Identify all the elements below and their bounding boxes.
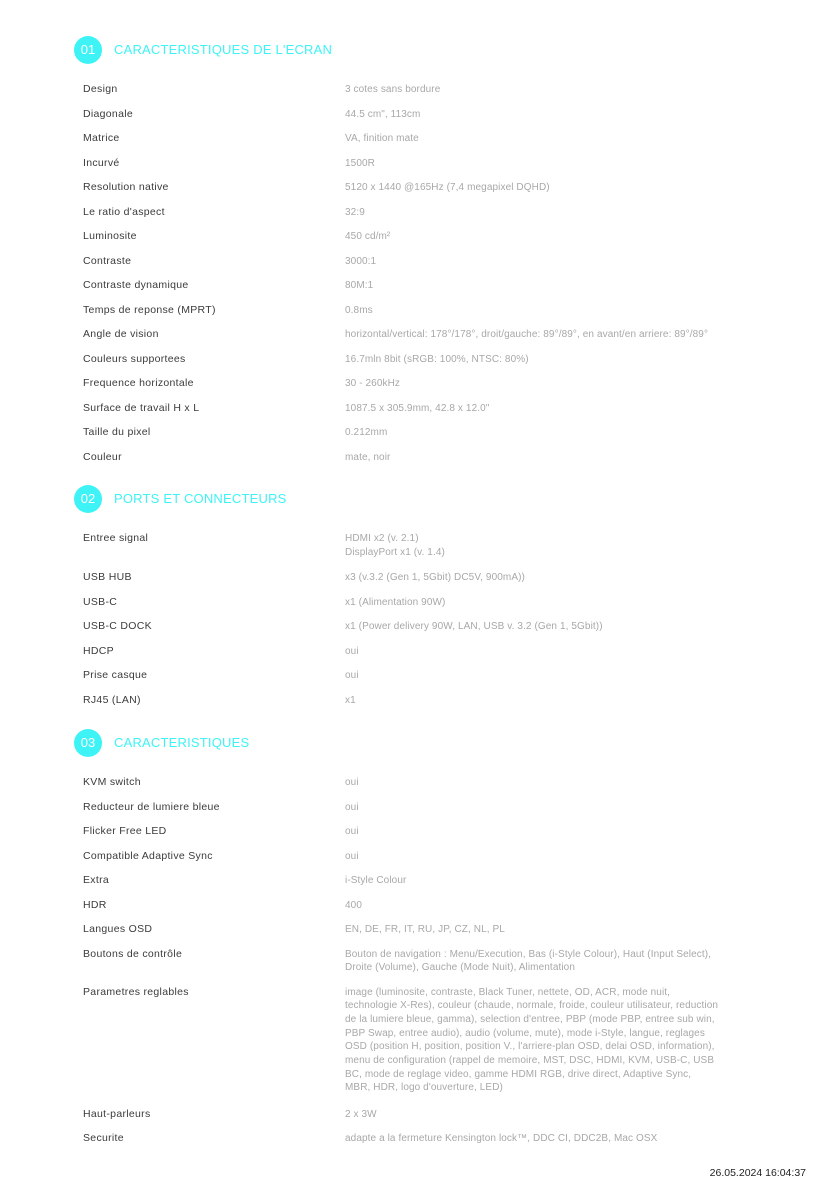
spec-value-line: oui	[345, 801, 359, 813]
spec-label: Contraste	[83, 254, 132, 267]
spec-label: USB HUB	[83, 571, 132, 583]
spec-label: Langues OSD	[83, 923, 153, 935]
spec-value	[345, 206, 765, 220]
spec-label: USB-C	[83, 595, 118, 608]
spec-value	[345, 899, 765, 913]
spec-value-line: de la lumiere bleue, gamma), selection d'entree, PBP (mode PBP, entree sub win,	[345, 1013, 715, 1025]
spec-value-line: x3 (v.3.2 (Gen 1, 5Gbit) DC5V, 900mA))	[345, 572, 525, 583]
spec-label: HDR	[83, 898, 107, 911]
spec-value-line: 450 cd/m²	[345, 231, 391, 242]
spec-label: Resolution native	[83, 181, 169, 193]
spec-value-line: PBP Swap, entree audio), audio (volume, mute), mode i-Style, langue, reglages	[345, 1027, 705, 1039]
spec-value-line: 1087.5 x 305.9mm, 42.8 x 12.0"	[345, 402, 490, 414]
spec-label: Taille du pixel	[83, 426, 151, 438]
spec-value-line: menu de configuration (rappel de memoire, MST, DSC, HDMI, KVM, USB-C, USB	[345, 1055, 715, 1067]
spec-value	[345, 353, 765, 367]
spec-value-line: oui	[345, 850, 359, 862]
spec-value-line: i-Style Colour	[345, 875, 407, 886]
spec-value-line: Bouton de navigation : Menu/Execution, Bas (i-Style Colour), Haut (Input Select),	[345, 948, 712, 960]
spec-value-line: image (luminosite, contraste, Black Tuner, nettete, OD, ACR, mode nuit,	[345, 986, 671, 998]
spec-value	[345, 850, 765, 864]
section-title: PORTS ET CONNECTEURS	[114, 491, 287, 506]
spec-value-line: 16.7mln 8bit (sRGB: 100%, NTSC: 80%)	[345, 353, 529, 365]
spec-value-line: adapte a la fermeture Kensington lock™, DDC CI, DDC2B, Mac OSX	[345, 1133, 658, 1144]
spec-label: HDCP	[83, 644, 114, 657]
spec-label: Parametres reglables	[83, 985, 189, 998]
spec-value-line: EN, DE, FR, IT, RU, JP, CZ, NL, PL	[345, 924, 505, 935]
spec-value	[345, 532, 765, 559]
spec-value-line: oui	[345, 645, 359, 657]
spec-label: Securite	[83, 1132, 124, 1144]
spec-value	[345, 230, 765, 244]
spec-value-line: 80M:1	[345, 280, 374, 291]
spec-value-line: horizontal/vertical: 178°/178°, droit/gauche: 89°/89°, en avant/en arriere: 89°/89°	[345, 329, 709, 340]
spec-label: Luminosite	[83, 230, 137, 242]
spec-value-line: 32:9	[345, 206, 365, 218]
spec-value-line: MBR, HDR, logo d'ouverture, LED)	[345, 1082, 503, 1094]
section-title: CARACTERISTIQUES DE L'ECRAN	[114, 42, 333, 57]
spec-value	[345, 620, 765, 634]
spec-value-line: 30 - 260kHz	[345, 378, 401, 389]
spec-label: Le ratio d'aspect	[83, 205, 165, 218]
spec-value	[345, 1132, 765, 1146]
spec-value-line: 3 cotes sans bordure	[345, 84, 441, 95]
print-timestamp: 26.05.2024 16:04:37	[709, 1167, 806, 1179]
section-number-badge: 02	[74, 485, 102, 513]
section-number-badge: 01	[74, 36, 102, 64]
spec-label: Couleur	[83, 450, 122, 463]
spec-value-line: x1 (Power delivery 90W, LAN, USB v. 3.2 (Gen 1, 5Gbit))	[345, 621, 603, 632]
spec-label: Haut-parleurs	[83, 1107, 151, 1120]
spec-label: Prise casque	[83, 669, 148, 681]
spec-value	[345, 986, 765, 1096]
spec-label: Entree signal	[83, 532, 149, 544]
spec-label: Angle de vision	[83, 328, 159, 340]
spec-value	[345, 874, 765, 888]
spec-value	[345, 694, 765, 708]
spec-value	[345, 181, 765, 195]
spec-label: Contraste dynamique	[83, 279, 189, 291]
spec-value-line: DisplayPort x1 (v. 1.4)	[345, 546, 445, 558]
spec-value-line: BC, mode de reglage video, gamme HDMI RGB, drive direct, Adaptive Sync,	[345, 1068, 692, 1080]
spec-value-line: 0.212mm	[345, 427, 388, 438]
spec-value	[345, 669, 765, 683]
spec-label: Design	[83, 83, 118, 95]
spec-value-line: x1 (Alimentation 90W)	[345, 596, 446, 608]
spec-value-line: mate, noir	[345, 451, 391, 463]
spec-value	[345, 255, 765, 269]
spec-label: Surface de travail H x L	[83, 401, 200, 414]
spec-value	[345, 426, 765, 440]
spec-value	[345, 645, 765, 659]
spec-label: Matrice	[83, 132, 120, 144]
spec-value	[345, 451, 765, 465]
spec-value	[345, 596, 765, 610]
spec-label: Frequence horizontale	[83, 377, 194, 389]
spec-value	[345, 571, 765, 585]
spec-value	[345, 377, 765, 391]
spec-label: Diagonale	[83, 107, 133, 120]
spec-value	[345, 801, 765, 815]
spec-value	[345, 304, 765, 318]
spec-label: RJ45 (LAN)	[83, 693, 141, 706]
spec-label: Couleurs supportees	[83, 352, 186, 365]
spec-value	[345, 108, 765, 122]
spec-value-line: 3000:1	[345, 255, 377, 267]
spec-value-line: oui	[345, 670, 359, 681]
spec-label: USB-C DOCK	[83, 620, 152, 632]
spec-label: Flicker Free LED	[83, 825, 167, 837]
spec-value-line: 0.8ms	[345, 304, 373, 316]
section-number-badge: 03	[74, 729, 102, 757]
spec-value	[345, 825, 765, 839]
spec-value	[345, 157, 765, 171]
spec-value	[345, 402, 765, 416]
spec-value-line: OSD (position H, position, position V., l'arriere-plan OSD, delai OSD, information),	[345, 1041, 715, 1053]
spec-value	[345, 279, 765, 293]
spec-value	[345, 1108, 765, 1122]
spec-value-line: technologie X-Res), couleur (chaude, normale, froide, couleur utilisateur, reduction	[345, 1000, 719, 1012]
spec-value	[345, 328, 765, 342]
spec-value	[345, 132, 765, 146]
spec-value	[345, 776, 765, 790]
spec-value-line: 2 x 3W	[345, 1108, 377, 1120]
spec-value-line: 400	[345, 899, 362, 911]
spec-value	[345, 948, 765, 975]
spec-value-line: Droite (Volume), Gauche (Mode Nuit), Alimentation	[345, 962, 575, 974]
spec-value-line: VA, finition mate	[345, 133, 419, 144]
spec-value-line: 1500R	[345, 157, 375, 169]
spec-value-line: x1	[345, 694, 356, 706]
section-title: CARACTERISTIQUES	[114, 735, 250, 750]
spec-value-line: 44.5 cm", 113cm	[345, 108, 421, 120]
spec-label: Temps de reponse (MPRT)	[83, 303, 216, 316]
spec-value	[345, 923, 765, 937]
spec-value-line: oui	[345, 777, 359, 788]
spec-label: Incurvé	[83, 156, 120, 169]
spec-label: Reducteur de lumiere bleue	[83, 800, 220, 813]
spec-value-line: HDMI x2 (v. 2.1)	[345, 533, 419, 544]
spec-value-line: 5120 x 1440 @165Hz (7,4 megapixel DQHD)	[345, 182, 550, 193]
spec-value-line: oui	[345, 826, 359, 837]
spec-value	[345, 83, 765, 97]
spec-label: Compatible Adaptive Sync	[83, 849, 213, 862]
spec-label: Boutons de contrôle	[83, 947, 183, 960]
spec-label: Extra	[83, 874, 110, 886]
spec-label: KVM switch	[83, 776, 141, 788]
